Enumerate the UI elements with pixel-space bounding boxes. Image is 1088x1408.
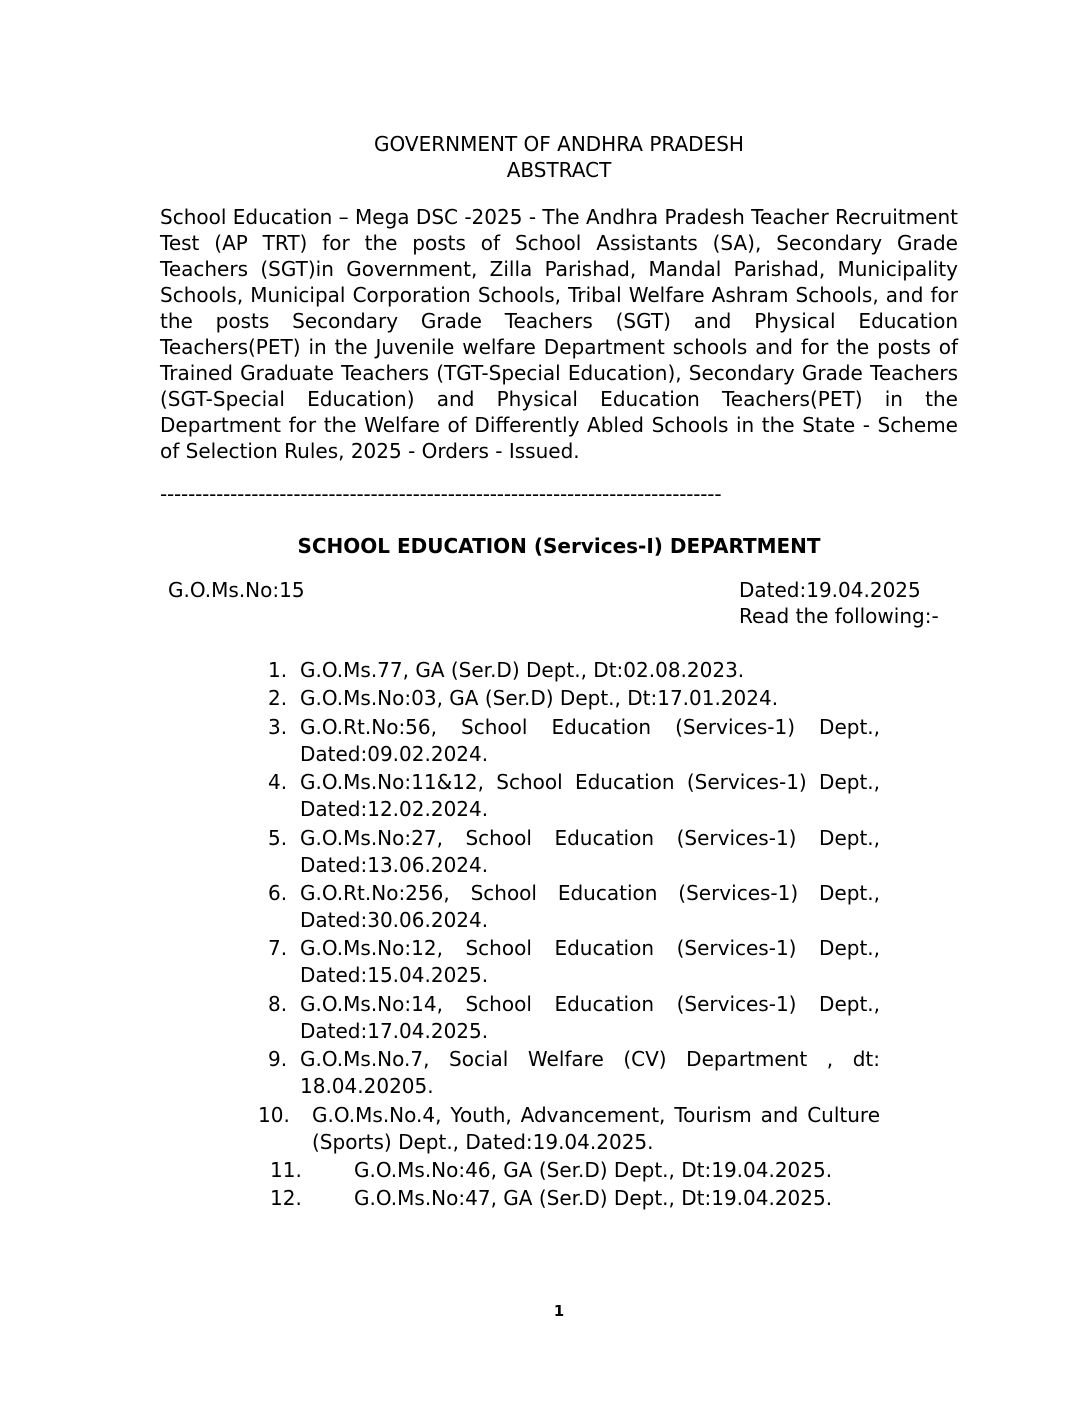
reference-item [258,685,880,712]
reference-item [258,1157,880,1184]
reference-number: 6. [268,880,288,905]
reference-item [258,1046,880,1100]
reference-text: G.O.Ms.No:27, School Education (Services-1) Dept., Dated:13.06.2024. [300,825,880,877]
reference-text: G.O.Ms.No:46, GA (Ser.D) Dept., Dt:19.04.2025. [354,1157,833,1182]
reference-number: 2. [268,686,288,711]
reference-text: G.O.Ms.No:47, GA (Ser.D) Dept., Dt:19.04.2025. [354,1186,833,1211]
reference-number: 7. [268,936,288,961]
references-list [258,657,880,1214]
reference-text: G.O.Ms.No:12, School Education (Services-1) Dept., Dated:15.04.2025. [300,936,880,988]
reference-number: 3. [268,714,288,739]
reference-text: G.O.Rt.No:56, School Education (Services-1) Dept., Dated:09.02.2024. [300,714,880,766]
reference-text: G.O.Ms.No:11&12, School Education (Services-1) Dept., Dated:12.02.2024. [300,770,880,822]
reference-item [258,714,880,768]
reference-text: G.O.Ms.No.4, Youth, Advancement, Tourism and Culture (Sports) Dept., Dated:19.04.2025. [312,1102,880,1154]
subject-paragraph: School Education – Mega DSC -2025 - The Andhra Pradesh Teacher Recruitment Test (AP TRT) for the posts of School Assistants (SA), Secondary Grade Teachers (SGT)in Government, Zilla Parishad, Mandal Parishad, Municipality Schools, Municipal Corporation Schools, Tribal Welfare Ashram Schools, and for the posts Secondary Grade Teachers (SGT) and Physical Education Teachers(PET) in the Juvenile welfare Department schools and for the posts of Trained Graduate Teachers (TGT-Special Education), Secondary Grade Teachers (SGT-Special Education) and Physical Education Teachers(PET) in the Department for the Welfare of Differently Abled Schools in the State - Scheme of Selection Rules, 2025 - Orders - Issued. [160,205,958,463]
reference-item [258,769,880,823]
reference-text: G.O.Ms.No:03, GA (Ser.D) Dept., Dt:17.01.2024. [300,686,779,711]
reference-item [258,880,880,934]
reference-item [258,1185,880,1212]
abstract-title: ABSTRACT [506,158,612,182]
separator-line: -------------------------------------------------------------------------------- [160,482,722,506]
go-number: G.O.Ms.No:15 [168,578,305,602]
reference-number: 5. [268,825,288,850]
reference-text: G.O.Ms.77, GA (Ser.D) Dept., Dt:02.08.2023. [300,658,745,682]
reference-text: G.O.Rt.No:256, School Education (Services-1) Dept., Dated:30.06.2024. [300,880,880,932]
reference-number: 12. [270,1186,302,1211]
reference-text: G.O.Ms.No:14, School Education (Services-1) Dept., Dated:17.04.2025. [300,991,880,1043]
reference-number: 11. [270,1157,302,1182]
reference-item [258,657,880,684]
page-number: 1 [553,1302,565,1320]
government-title: GOVERNMENT OF ANDHRA PRADESH [374,132,744,156]
reference-number: 9. [268,1047,288,1072]
reference-number: 1. [268,658,288,682]
reference-number: 10. [258,1102,290,1127]
reference-text: G.O.Ms.No.7, Social Welfare (CV) Department , dt: 18.04.20205. [300,1047,880,1099]
reference-item [258,935,880,989]
reference-item [258,991,880,1045]
reference-item [258,1102,880,1156]
reference-item [258,825,880,879]
reference-number: 8. [268,991,288,1016]
go-date: Dated:19.04.2025 [739,578,921,602]
read-following-label: Read the following:- [739,604,939,628]
department-title: SCHOOL EDUCATION (Services-I) DEPARTMENT [297,534,821,558]
reference-number: 4. [268,770,288,795]
